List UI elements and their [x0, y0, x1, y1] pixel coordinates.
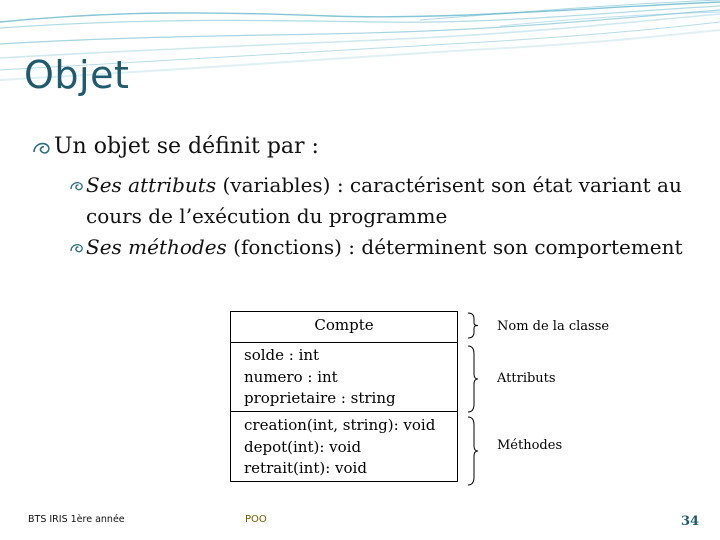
uml-class-diagram [230, 311, 458, 482]
uml-class-name: Compte [314, 316, 374, 334]
uml-attribute: proprietaire : string [244, 389, 396, 407]
label-attributes: Attributs [497, 371, 556, 386]
uml-attribute: numero : int [244, 367, 338, 386]
sub-bullet-methods [68, 232, 698, 263]
main-bullet [30, 134, 319, 160]
footer-subject-label: POO [245, 514, 267, 525]
label-class-name: Nom de la classe [497, 319, 610, 334]
uml-method: creation(int, string): void [244, 416, 436, 434]
uml-method: depot(int): void [244, 437, 362, 456]
sub-bullet-term: Ses méthodes [86, 235, 227, 259]
label-methods: Méthodes [497, 438, 563, 453]
main-bullet-text: Un objet se définit par : [54, 134, 319, 159]
swirl-bullet-icon [68, 239, 86, 257]
sub-bullet-attributes [68, 170, 698, 232]
sub-bullet-text [86, 232, 683, 263]
brace-class-name [466, 312, 480, 339]
slide-title: Objet [24, 53, 130, 97]
swirl-bullet-icon [30, 136, 54, 160]
uml-methods-section [231, 411, 457, 483]
brace-attributes [466, 345, 480, 413]
page-number: 34 [681, 514, 700, 529]
uml-attributes-section [231, 342, 457, 411]
brace-methods [466, 416, 480, 486]
sub-bullet-term: Ses attributs [86, 173, 217, 197]
uml-attribute: solde : int [244, 346, 320, 364]
swirl-bullet-icon [68, 177, 86, 195]
sub-bullet-description: (variables) : caractérisent son état variant au cours de l’exécution du programme [86, 173, 682, 228]
sub-bullet-text [86, 170, 698, 232]
footer-course-label: BTS IRIS 1ère année [28, 514, 125, 525]
uml-method: retrait(int): void [244, 459, 367, 477]
sub-bullet-description: (fonctions) : déterminent son comportement [226, 235, 683, 259]
